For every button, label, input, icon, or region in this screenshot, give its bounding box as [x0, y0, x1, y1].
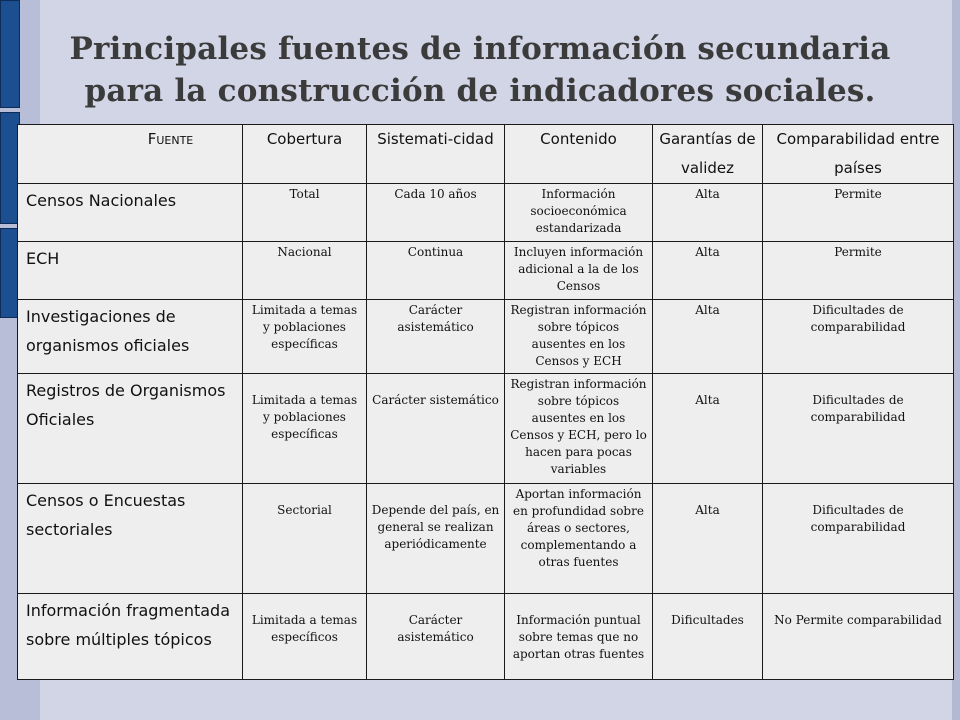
header-garantias: Garantías de validez	[653, 125, 763, 184]
cell-contenido: Registran información sobre tópicos ausentes en los Censos y ECH	[505, 300, 653, 374]
row-fuente: Información fragmentada sobre múltiples tópicos	[18, 594, 243, 680]
cell-sistematicidad: Carácter sistemático	[367, 374, 505, 484]
row-fuente: Censos Nacionales	[18, 184, 243, 242]
header-comparabilidad: Comparabilidad entre países	[763, 125, 954, 184]
cell-cobertura: Limitada a temas y poblaciones específicas	[243, 374, 367, 484]
table-row	[18, 300, 954, 374]
slide-title-line-2: para la construcción de indicadores sociales.	[84, 73, 876, 109]
cell-garantias: Alta	[653, 242, 763, 300]
cell-sistematicidad: Carácter asistemático	[367, 300, 505, 374]
row-fuente: ECH	[18, 242, 243, 300]
row-fuente: Investigaciones de organismos oficiales	[18, 300, 243, 374]
cell-garantias: Alta	[653, 374, 763, 484]
cell-comparabilidad: Dificultades de comparabilidad	[763, 374, 954, 484]
cell-cobertura: Nacional	[243, 242, 367, 300]
table-header-row	[18, 125, 954, 184]
cell-comparabilidad: Permite	[763, 184, 954, 242]
header-cobertura: Cobertura	[243, 125, 367, 184]
cell-sistematicidad: Continua	[367, 242, 505, 300]
header-sistematicidad: Sistemati-cidad	[367, 125, 505, 184]
cell-contenido: Incluyen información adicional a la de los Censos	[505, 242, 653, 300]
cell-garantias: Alta	[653, 484, 763, 594]
slide-title-line-1: Principales fuentes de información secundaria	[69, 31, 891, 67]
cell-contenido: Información puntual sobre temas que no aportan otras fuentes	[505, 594, 653, 680]
table-row	[18, 594, 954, 680]
header-contenido: Contenido	[505, 125, 653, 184]
cell-contenido: Información socioeconómica estandarizada	[505, 184, 653, 242]
row-fuente: Censos o Encuestas sectoriales	[18, 484, 243, 594]
cell-contenido: Aportan información en profundidad sobre áreas o sectores, complementando a otras fuentes	[505, 484, 653, 594]
left-decorative-tab	[0, 0, 20, 108]
cell-sistematicidad: Cada 10 años	[367, 184, 505, 242]
cell-garantias: Dificultades	[653, 594, 763, 680]
header-fuente: Fuente	[18, 125, 243, 184]
row-fuente: Registros de Organismos Oficiales	[18, 374, 243, 484]
cell-comparabilidad: Dificultades de comparabilidad	[763, 484, 954, 594]
sources-table	[17, 124, 954, 680]
cell-garantias: Alta	[653, 184, 763, 242]
cell-comparabilidad: No Permite comparabilidad	[763, 594, 954, 680]
cell-contenido: Registran información sobre tópicos ausentes en los Censos y ECH, pero lo hacen para pocas variables	[505, 374, 653, 484]
cell-cobertura: Limitada a temas y poblaciones específicas	[243, 300, 367, 374]
table-row	[18, 374, 954, 484]
cell-comparabilidad: Permite	[763, 242, 954, 300]
cell-garantias: Alta	[653, 300, 763, 374]
cell-sistematicidad: Carácter asistemático	[367, 594, 505, 680]
table-row	[18, 484, 954, 594]
cell-cobertura: Limitada a temas específicos	[243, 594, 367, 680]
slide-title	[40, 28, 920, 112]
table-row	[18, 184, 954, 242]
cell-sistematicidad: Depende del país, en general se realizan aperiódicamente	[367, 484, 505, 594]
table-row	[18, 242, 954, 300]
cell-comparabilidad: Dificultades de comparabilidad	[763, 300, 954, 374]
cell-cobertura: Total	[243, 184, 367, 242]
cell-cobertura: Sectorial	[243, 484, 367, 594]
